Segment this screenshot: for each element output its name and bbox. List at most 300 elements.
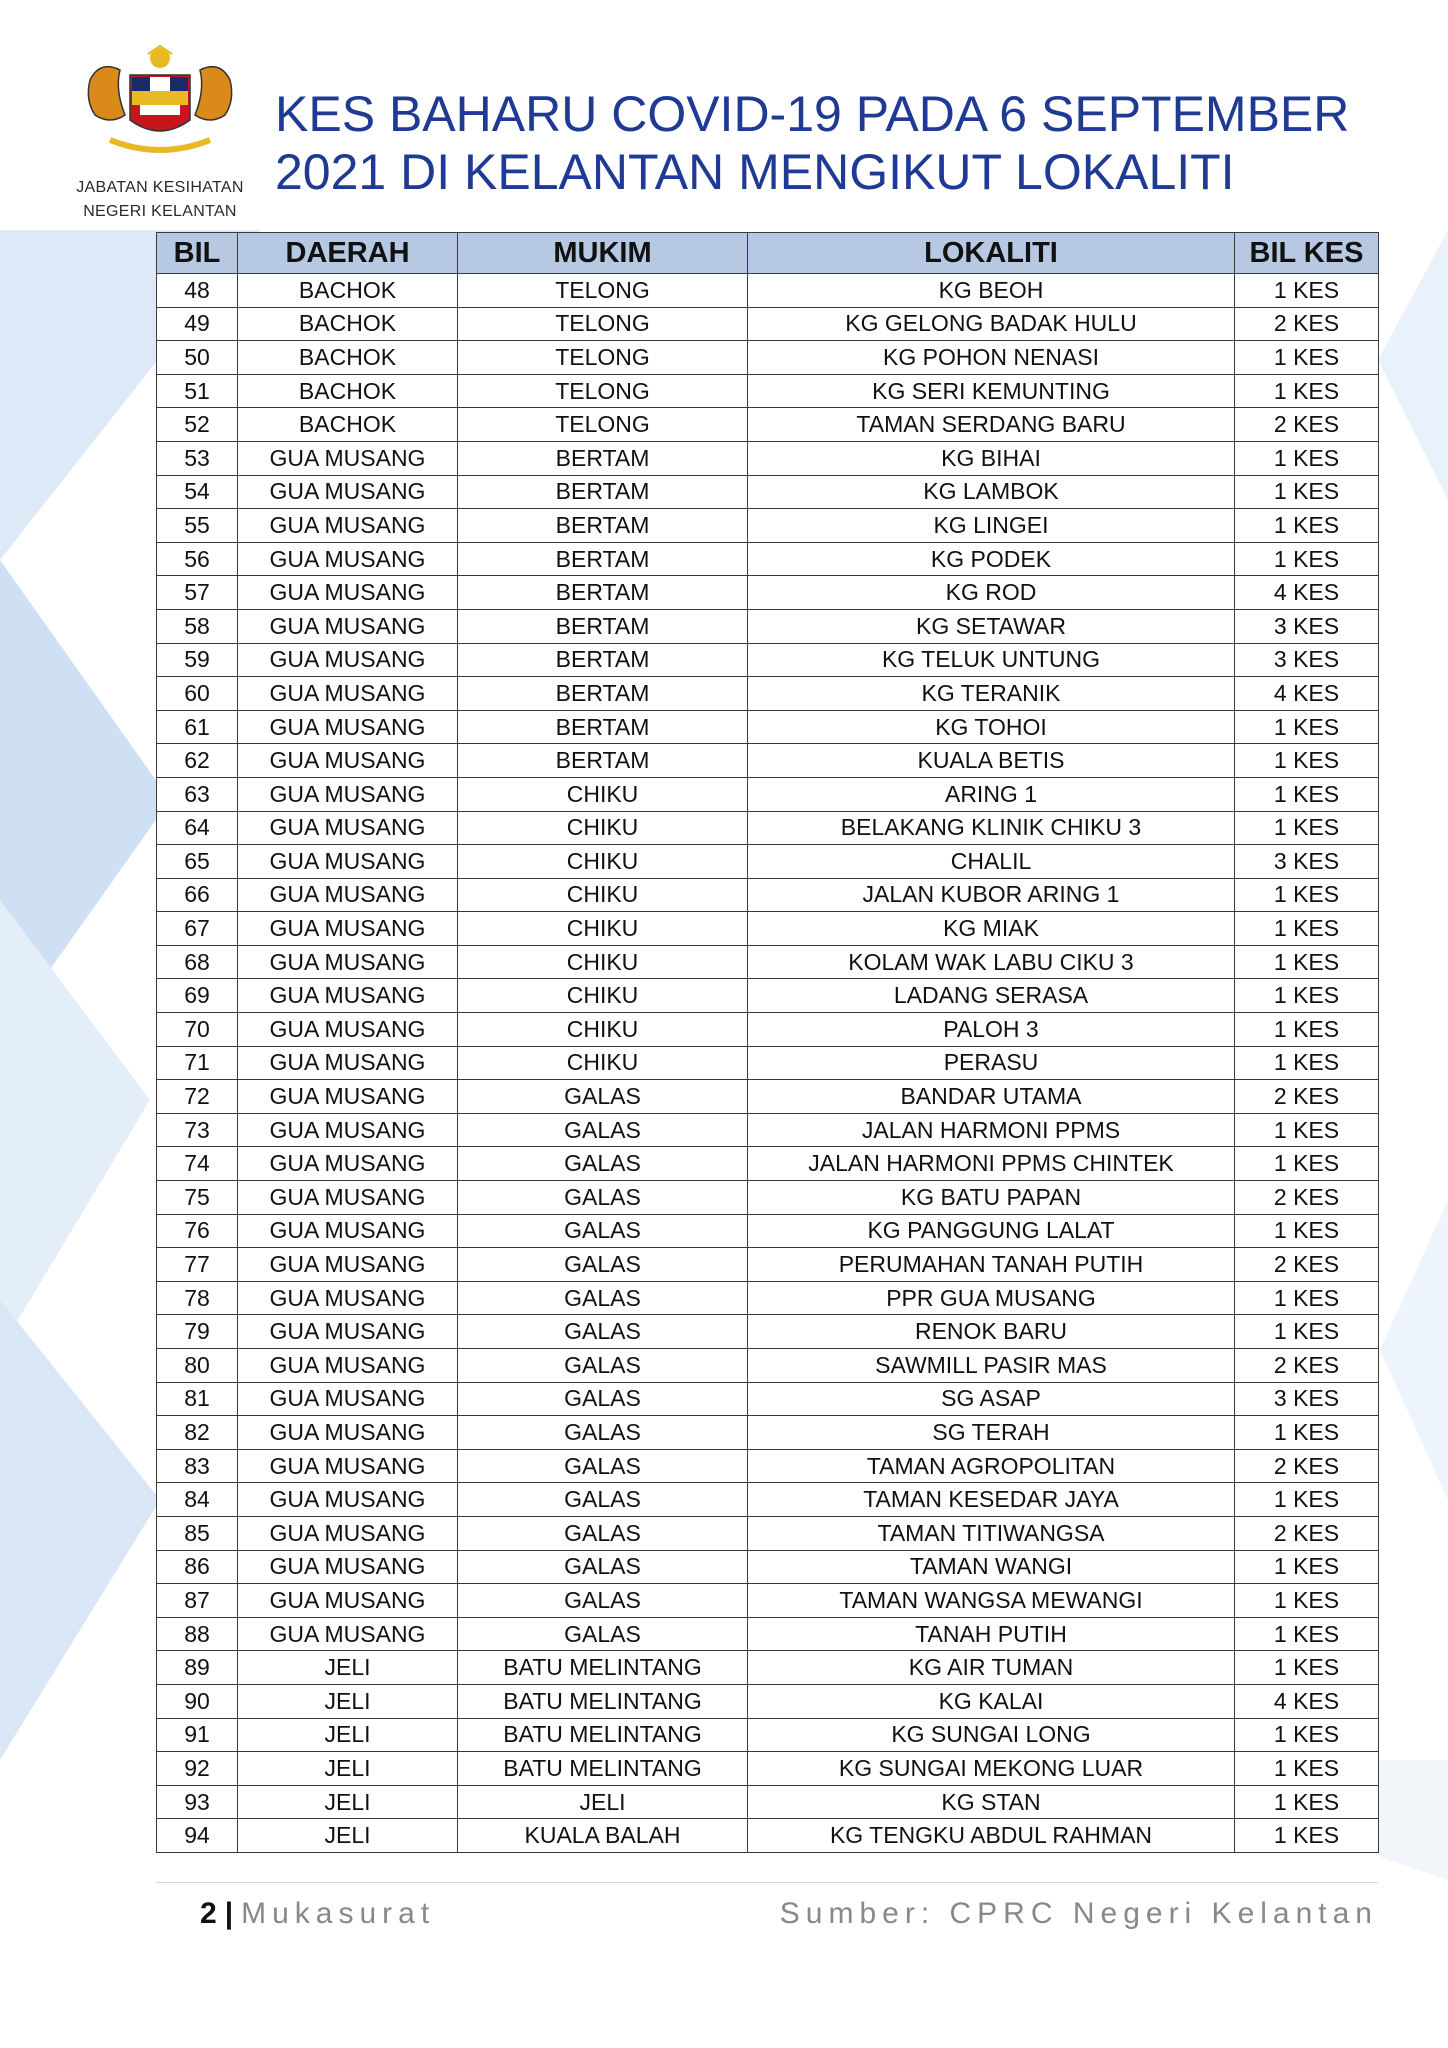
cell-daerah: GUA MUSANG — [238, 576, 458, 610]
cell-bil-kes: 1 KES — [1235, 1315, 1379, 1349]
cell-mukim: GALAS — [458, 1617, 748, 1651]
cell-bil: 76 — [157, 1214, 238, 1248]
cell-bil-kes: 4 KES — [1235, 1684, 1379, 1718]
cell-mukim: BERTAM — [458, 643, 748, 677]
logo-caption-line2: NEGERI KELANTAN — [83, 203, 237, 220]
cell-bil-kes: 1 KES — [1235, 878, 1379, 912]
cell-bil-kes: 2 KES — [1235, 1349, 1379, 1383]
cell-lokaliti: KG KALAI — [748, 1684, 1235, 1718]
column-header-bil: BIL — [157, 233, 238, 274]
cell-bil-kes: 1 KES — [1235, 1752, 1379, 1786]
cell-mukim: GALAS — [458, 1416, 748, 1450]
cell-bil: 53 — [157, 441, 238, 475]
cell-bil-kes: 1 KES — [1235, 777, 1379, 811]
cell-mukim: GALAS — [458, 1113, 748, 1147]
cell-mukim: TELONG — [458, 307, 748, 341]
cell-bil-kes: 1 KES — [1235, 1013, 1379, 1047]
cell-bil: 80 — [157, 1349, 238, 1383]
table-row — [157, 878, 1379, 912]
cell-bil: 54 — [157, 475, 238, 509]
cell-bil: 92 — [157, 1752, 238, 1786]
cell-lokaliti: KG TENGKU ABDUL RAHMAN — [748, 1819, 1235, 1853]
cell-mukim: BERTAM — [458, 744, 748, 778]
cell-bil: 77 — [157, 1248, 238, 1282]
table-row — [157, 811, 1379, 845]
cell-daerah: GUA MUSANG — [238, 945, 458, 979]
cell-bil: 75 — [157, 1181, 238, 1215]
cell-daerah: BACHOK — [238, 274, 458, 308]
cell-daerah: GUA MUSANG — [238, 979, 458, 1013]
cell-bil-kes: 1 KES — [1235, 441, 1379, 475]
cell-bil: 85 — [157, 1516, 238, 1550]
cell-daerah: GUA MUSANG — [238, 609, 458, 643]
cell-daerah: GUA MUSANG — [238, 677, 458, 711]
table-body — [157, 274, 1379, 1853]
cell-bil: 57 — [157, 576, 238, 610]
cell-bil-kes: 1 KES — [1235, 1584, 1379, 1618]
cell-bil-kes: 1 KES — [1235, 1113, 1379, 1147]
cell-mukim: GALAS — [458, 1382, 748, 1416]
cell-bil: 71 — [157, 1046, 238, 1080]
cell-daerah: GUA MUSANG — [238, 1080, 458, 1114]
cell-mukim: GALAS — [458, 1147, 748, 1181]
table-row — [157, 945, 1379, 979]
cell-daerah: BACHOK — [238, 307, 458, 341]
cell-bil-kes: 1 KES — [1235, 1214, 1379, 1248]
cell-bil-kes: 1 KES — [1235, 475, 1379, 509]
cell-mukim: BERTAM — [458, 542, 748, 576]
table-row — [157, 1483, 1379, 1517]
table-row — [157, 1449, 1379, 1483]
table-row — [157, 643, 1379, 677]
cell-lokaliti: PALOH 3 — [748, 1013, 1235, 1047]
cell-daerah: GUA MUSANG — [238, 710, 458, 744]
cell-lokaliti: SG TERAH — [748, 1416, 1235, 1450]
cell-bil-kes: 1 KES — [1235, 744, 1379, 778]
cases-table-container — [156, 232, 1378, 1853]
table-row — [157, 374, 1379, 408]
cell-bil: 59 — [157, 643, 238, 677]
cell-lokaliti: KG PODEK — [748, 542, 1235, 576]
cell-bil: 52 — [157, 408, 238, 442]
cases-table — [156, 232, 1379, 1853]
cell-mukim: GALAS — [458, 1181, 748, 1215]
page-footer — [156, 1882, 1378, 1931]
cell-bil: 58 — [157, 609, 238, 643]
logo-caption-line1: JABATAN KESIHATAN — [76, 179, 244, 196]
cell-daerah: GUA MUSANG — [238, 777, 458, 811]
cell-bil: 90 — [157, 1684, 238, 1718]
cell-daerah: GUA MUSANG — [238, 1382, 458, 1416]
table-row — [157, 542, 1379, 576]
cell-daerah: GUA MUSANG — [238, 878, 458, 912]
cell-bil-kes: 1 KES — [1235, 912, 1379, 946]
table-row — [157, 1281, 1379, 1315]
cell-bil-kes: 1 KES — [1235, 710, 1379, 744]
cell-mukim: BERTAM — [458, 475, 748, 509]
cell-bil: 48 — [157, 274, 238, 308]
cell-mukim: GALAS — [458, 1214, 748, 1248]
table-row — [157, 1013, 1379, 1047]
cell-lokaliti: TAMAN KESEDAR JAYA — [748, 1483, 1235, 1517]
cell-bil: 66 — [157, 878, 238, 912]
cell-bil: 60 — [157, 677, 238, 711]
table-row — [157, 609, 1379, 643]
table-row — [157, 1550, 1379, 1584]
cell-bil-kes: 2 KES — [1235, 307, 1379, 341]
cell-bil: 72 — [157, 1080, 238, 1114]
cell-lokaliti: KG BATU PAPAN — [748, 1181, 1235, 1215]
cell-daerah: GUA MUSANG — [238, 1584, 458, 1618]
table-row — [157, 1382, 1379, 1416]
cell-lokaliti: KG SUNGAI MEKONG LUAR — [748, 1752, 1235, 1786]
column-header-mukim: MUKIM — [458, 233, 748, 274]
cell-daerah: JELI — [238, 1785, 458, 1819]
cell-bil-kes: 1 KES — [1235, 1718, 1379, 1752]
cell-bil-kes: 1 KES — [1235, 1819, 1379, 1853]
cell-daerah: JELI — [238, 1684, 458, 1718]
cell-daerah: BACHOK — [238, 374, 458, 408]
cell-daerah: JELI — [238, 1718, 458, 1752]
cell-bil: 81 — [157, 1382, 238, 1416]
cell-bil: 69 — [157, 979, 238, 1013]
cell-mukim: TELONG — [458, 374, 748, 408]
cell-lokaliti: ARING 1 — [748, 777, 1235, 811]
cell-bil: 74 — [157, 1147, 238, 1181]
cell-mukim: TELONG — [458, 341, 748, 375]
cell-bil: 78 — [157, 1281, 238, 1315]
cell-lokaliti: KG TERANIK — [748, 677, 1235, 711]
cell-mukim: GALAS — [458, 1584, 748, 1618]
cell-bil: 62 — [157, 744, 238, 778]
cell-bil: 65 — [157, 845, 238, 879]
table-row — [157, 677, 1379, 711]
cell-bil-kes: 1 KES — [1235, 1617, 1379, 1651]
cell-bil: 94 — [157, 1819, 238, 1853]
cell-bil-kes: 1 KES — [1235, 1147, 1379, 1181]
cell-bil-kes: 2 KES — [1235, 1449, 1379, 1483]
cell-bil-kes: 1 KES — [1235, 341, 1379, 375]
cell-lokaliti: BELAKANG KLINIK CHIKU 3 — [748, 811, 1235, 845]
cell-mukim: BERTAM — [458, 609, 748, 643]
table-header-row — [157, 233, 1379, 274]
column-header-lokaliti: LOKALITI — [748, 233, 1235, 274]
cell-daerah: GUA MUSANG — [238, 1147, 458, 1181]
table-row — [157, 1617, 1379, 1651]
table-row — [157, 408, 1379, 442]
cell-lokaliti: KG SUNGAI LONG — [748, 1718, 1235, 1752]
cell-lokaliti: JALAN HARMONI PPMS — [748, 1113, 1235, 1147]
cell-mukim: CHIKU — [458, 777, 748, 811]
cell-mukim: CHIKU — [458, 979, 748, 1013]
cell-daerah: GUA MUSANG — [238, 1113, 458, 1147]
cell-bil-kes: 3 KES — [1235, 643, 1379, 677]
cell-daerah: GUA MUSANG — [238, 912, 458, 946]
cell-daerah: GUA MUSANG — [238, 509, 458, 543]
table-row — [157, 1651, 1379, 1685]
cell-bil-kes: 1 KES — [1235, 274, 1379, 308]
cell-daerah: GUA MUSANG — [238, 1483, 458, 1517]
cell-bil-kes: 1 KES — [1235, 1550, 1379, 1584]
cell-bil-kes: 1 KES — [1235, 1483, 1379, 1517]
cell-lokaliti: KG SETAWAR — [748, 609, 1235, 643]
cell-bil: 56 — [157, 542, 238, 576]
cell-lokaliti: KOLAM WAK LABU CIKU 3 — [748, 945, 1235, 979]
cell-mukim: CHIKU — [458, 912, 748, 946]
cell-bil: 87 — [157, 1584, 238, 1618]
cell-lokaliti: JALAN HARMONI PPMS CHINTEK — [748, 1147, 1235, 1181]
cell-bil-kes: 1 KES — [1235, 509, 1379, 543]
cell-mukim: CHIKU — [458, 811, 748, 845]
cell-lokaliti: LADANG SERASA — [748, 979, 1235, 1013]
table-row — [157, 1248, 1379, 1282]
cell-lokaliti: SG ASAP — [748, 1382, 1235, 1416]
table-row — [157, 1819, 1379, 1853]
cell-bil: 79 — [157, 1315, 238, 1349]
table-row — [157, 1752, 1379, 1786]
page-title — [275, 85, 1395, 201]
column-header-bil-kes: BIL KES — [1235, 233, 1379, 274]
cell-bil-kes: 2 KES — [1235, 1181, 1379, 1215]
cell-bil: 93 — [157, 1785, 238, 1819]
cell-lokaliti: KG LINGEI — [748, 509, 1235, 543]
table-row — [157, 1584, 1379, 1618]
cell-lokaliti: SAWMILL PASIR MAS — [748, 1349, 1235, 1383]
cell-daerah: GUA MUSANG — [238, 811, 458, 845]
cell-bil: 70 — [157, 1013, 238, 1047]
cell-bil-kes: 1 KES — [1235, 542, 1379, 576]
cell-mukim: BERTAM — [458, 710, 748, 744]
cell-mukim: GALAS — [458, 1281, 748, 1315]
table-row — [157, 744, 1379, 778]
table-row — [157, 576, 1379, 610]
cell-daerah: GUA MUSANG — [238, 542, 458, 576]
cell-lokaliti: JALAN KUBOR ARING 1 — [748, 878, 1235, 912]
cell-lokaliti: KG AIR TUMAN — [748, 1651, 1235, 1685]
table-row — [157, 1718, 1379, 1752]
cell-mukim: GALAS — [458, 1080, 748, 1114]
cell-mukim: TELONG — [458, 274, 748, 308]
table-row — [157, 710, 1379, 744]
page-number: 2 — [200, 1897, 217, 1930]
cell-lokaliti: TAMAN SERDANG BARU — [748, 408, 1235, 442]
table-row — [157, 1315, 1379, 1349]
cell-daerah: GUA MUSANG — [238, 1449, 458, 1483]
cell-bil-kes: 2 KES — [1235, 1248, 1379, 1282]
table-row — [157, 1785, 1379, 1819]
cell-lokaliti: TANAH PUTIH — [748, 1617, 1235, 1651]
table-row — [157, 777, 1379, 811]
cell-daerah: GUA MUSANG — [238, 1046, 458, 1080]
cell-mukim: GALAS — [458, 1349, 748, 1383]
table-row — [157, 1684, 1379, 1718]
cell-bil-kes: 2 KES — [1235, 1516, 1379, 1550]
cell-daerah: JELI — [238, 1651, 458, 1685]
cell-mukim: JELI — [458, 1785, 748, 1819]
cell-bil: 89 — [157, 1651, 238, 1685]
cell-bil-kes: 2 KES — [1235, 408, 1379, 442]
cell-bil: 51 — [157, 374, 238, 408]
cell-mukim: BATU MELINTANG — [458, 1718, 748, 1752]
cell-lokaliti: KG TELUK UNTUNG — [748, 643, 1235, 677]
page-word: Mukasurat — [241, 1897, 436, 1930]
cell-mukim: CHIKU — [458, 945, 748, 979]
cell-bil: 68 — [157, 945, 238, 979]
cell-mukim: BATU MELINTANG — [458, 1651, 748, 1685]
table-row — [157, 845, 1379, 879]
cell-mukim: GALAS — [458, 1248, 748, 1282]
footer-divider — [156, 1882, 1378, 1883]
cell-mukim: BATU MELINTANG — [458, 1752, 748, 1786]
table-row — [157, 274, 1379, 308]
table-row — [157, 1113, 1379, 1147]
cell-lokaliti: KG BIHAI — [748, 441, 1235, 475]
cell-bil: 50 — [157, 341, 238, 375]
cell-lokaliti: TAMAN TITIWANGSA — [748, 1516, 1235, 1550]
cell-lokaliti: RENOK BARU — [748, 1315, 1235, 1349]
cell-lokaliti: KG LAMBOK — [748, 475, 1235, 509]
cell-bil-kes: 2 KES — [1235, 1080, 1379, 1114]
cell-daerah: GUA MUSANG — [238, 1349, 458, 1383]
cell-lokaliti: KG GELONG BADAK HULU — [748, 307, 1235, 341]
table-row — [157, 979, 1379, 1013]
cell-lokaliti: KG BEOH — [748, 274, 1235, 308]
cell-daerah: GUA MUSANG — [238, 1214, 458, 1248]
page-indicator — [156, 1897, 435, 1931]
cell-mukim: CHIKU — [458, 878, 748, 912]
cell-bil: 88 — [157, 1617, 238, 1651]
cell-bil: 82 — [157, 1416, 238, 1450]
cell-lokaliti: PERASU — [748, 1046, 1235, 1080]
cell-bil-kes: 1 KES — [1235, 1785, 1379, 1819]
cell-mukim: BATU MELINTANG — [458, 1684, 748, 1718]
cell-mukim: CHIKU — [458, 1046, 748, 1080]
cell-lokaliti: PERUMAHAN TANAH PUTIH — [748, 1248, 1235, 1282]
cell-daerah: GUA MUSANG — [238, 1617, 458, 1651]
cell-daerah: GUA MUSANG — [238, 643, 458, 677]
cell-mukim: GALAS — [458, 1516, 748, 1550]
cell-bil-kes: 1 KES — [1235, 1046, 1379, 1080]
table-row — [157, 1147, 1379, 1181]
cell-bil-kes: 3 KES — [1235, 1382, 1379, 1416]
cell-lokaliti: KG MIAK — [748, 912, 1235, 946]
cell-mukim: GALAS — [458, 1449, 748, 1483]
cell-bil-kes: 1 KES — [1235, 811, 1379, 845]
coat-of-arms-logo — [60, 40, 260, 223]
cell-bil: 67 — [157, 912, 238, 946]
column-header-daerah: DAERAH — [238, 233, 458, 274]
cell-mukim: KUALA BALAH — [458, 1819, 748, 1853]
page-separator: | — [224, 1897, 234, 1930]
cell-lokaliti: KG STAN — [748, 1785, 1235, 1819]
cell-lokaliti: KG ROD — [748, 576, 1235, 610]
cell-bil-kes: 1 KES — [1235, 979, 1379, 1013]
table-row — [157, 1516, 1379, 1550]
cell-lokaliti: KG TOHOI — [748, 710, 1235, 744]
cell-lokaliti: CHALIL — [748, 845, 1235, 879]
cell-bil-kes: 4 KES — [1235, 576, 1379, 610]
cell-daerah: GUA MUSANG — [238, 1550, 458, 1584]
source-credit: Sumber: CPRC Negeri Kelantan — [779, 1897, 1378, 1930]
cell-daerah: GUA MUSANG — [238, 1181, 458, 1215]
cell-mukim: BERTAM — [458, 677, 748, 711]
cell-lokaliti: TAMAN WANGI — [748, 1550, 1235, 1584]
cell-lokaliti: KUALA BETIS — [748, 744, 1235, 778]
cell-bil-kes: 1 KES — [1235, 1416, 1379, 1450]
table-row — [157, 1181, 1379, 1215]
cell-mukim: GALAS — [458, 1315, 748, 1349]
cell-bil: 55 — [157, 509, 238, 543]
title-line2: 2021 DI KELANTAN MENGIKUT LOKALITI — [275, 144, 1235, 200]
cell-daerah: BACHOK — [238, 408, 458, 442]
cell-lokaliti: TAMAN WANGSA MEWANGI — [748, 1584, 1235, 1618]
cell-mukim: BERTAM — [458, 509, 748, 543]
cell-bil-kes: 1 KES — [1235, 1281, 1379, 1315]
table-row — [157, 441, 1379, 475]
cell-bil: 64 — [157, 811, 238, 845]
cell-lokaliti: KG SERI KEMUNTING — [748, 374, 1235, 408]
title-line1: KES BAHARU COVID-19 PADA 6 SEPTEMBER — [275, 86, 1350, 142]
cell-mukim: BERTAM — [458, 576, 748, 610]
cell-bil-kes: 3 KES — [1235, 845, 1379, 879]
cell-bil: 49 — [157, 307, 238, 341]
cell-bil-kes: 1 KES — [1235, 1651, 1379, 1685]
cell-bil: 84 — [157, 1483, 238, 1517]
cell-daerah: GUA MUSANG — [238, 1315, 458, 1349]
cell-daerah: JELI — [238, 1752, 458, 1786]
cell-bil: 86 — [157, 1550, 238, 1584]
cell-daerah: GUA MUSANG — [238, 1013, 458, 1047]
table-row — [157, 1214, 1379, 1248]
cell-bil: 63 — [157, 777, 238, 811]
table-row — [157, 341, 1379, 375]
cell-mukim: CHIKU — [458, 845, 748, 879]
cell-daerah: GUA MUSANG — [238, 441, 458, 475]
cell-mukim: GALAS — [458, 1550, 748, 1584]
cell-mukim: BERTAM — [458, 441, 748, 475]
cell-daerah: GUA MUSANG — [238, 475, 458, 509]
table-row — [157, 912, 1379, 946]
table-row — [157, 1416, 1379, 1450]
table-row — [157, 509, 1379, 543]
cell-mukim: GALAS — [458, 1483, 748, 1517]
cell-daerah: GUA MUSANG — [238, 845, 458, 879]
table-row — [157, 1349, 1379, 1383]
cell-mukim: TELONG — [458, 408, 748, 442]
cell-lokaliti: TAMAN AGROPOLITAN — [748, 1449, 1235, 1483]
cell-bil-kes: 4 KES — [1235, 677, 1379, 711]
cell-daerah: BACHOK — [238, 341, 458, 375]
cell-mukim: CHIKU — [458, 1013, 748, 1047]
cell-lokaliti: PPR GUA MUSANG — [748, 1281, 1235, 1315]
cell-bil: 61 — [157, 710, 238, 744]
cell-bil-kes: 1 KES — [1235, 374, 1379, 408]
cell-lokaliti: BANDAR UTAMA — [748, 1080, 1235, 1114]
cell-bil: 73 — [157, 1113, 238, 1147]
cell-daerah: GUA MUSANG — [238, 1516, 458, 1550]
cell-bil-kes: 1 KES — [1235, 945, 1379, 979]
table-row — [157, 475, 1379, 509]
cell-bil-kes: 3 KES — [1235, 609, 1379, 643]
cell-daerah: GUA MUSANG — [238, 1281, 458, 1315]
table-row — [157, 307, 1379, 341]
cell-bil: 83 — [157, 1449, 238, 1483]
cell-daerah: GUA MUSANG — [238, 1416, 458, 1450]
cell-bil: 91 — [157, 1718, 238, 1752]
table-row — [157, 1080, 1379, 1114]
cell-lokaliti: KG PANGGUNG LALAT — [748, 1214, 1235, 1248]
cell-daerah: GUA MUSANG — [238, 744, 458, 778]
